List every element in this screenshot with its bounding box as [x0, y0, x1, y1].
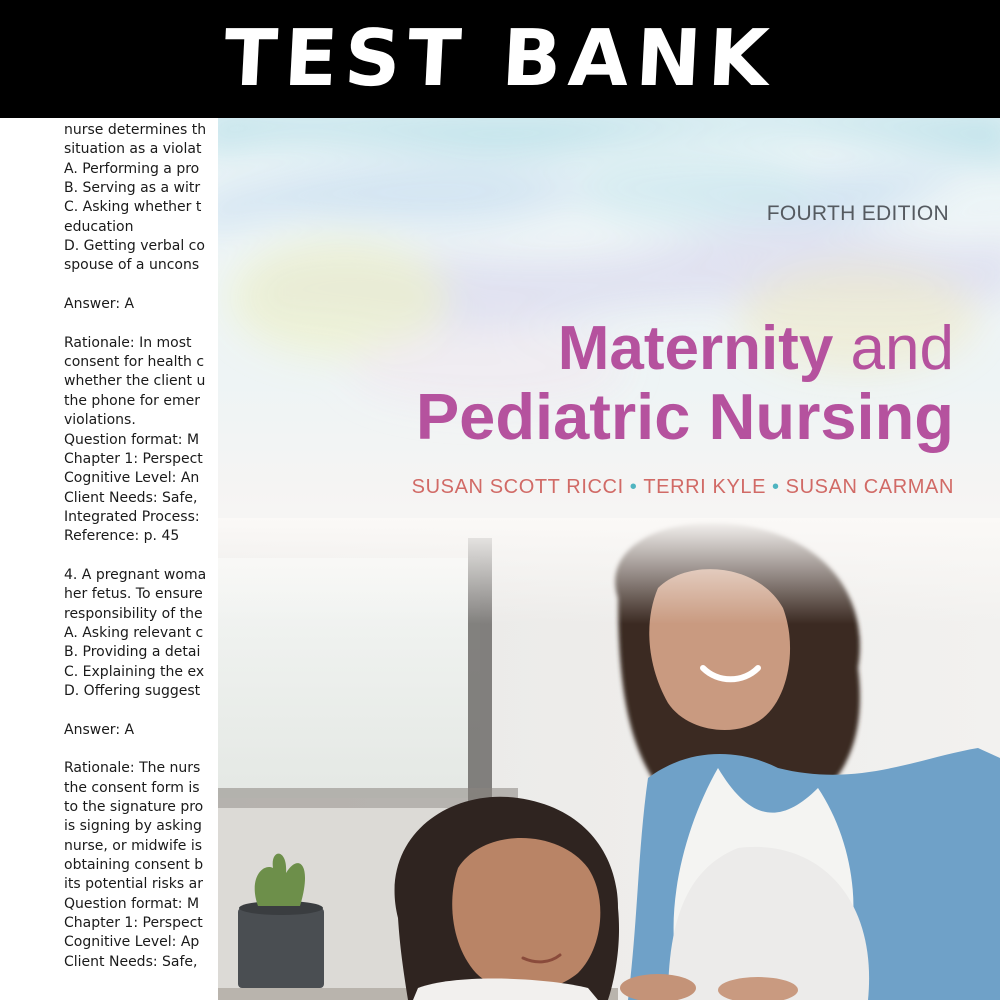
document-line: spouse of a uncons: [64, 257, 200, 274]
document-line: violations.: [64, 412, 136, 429]
document-line: Cognitive Level: An: [64, 470, 200, 487]
document-line: C. Asking whether t: [64, 199, 202, 216]
document-line: [64, 314, 218, 333]
document-line: A. Asking relevant c: [64, 624, 204, 641]
document-line: Answer: A: [64, 721, 135, 738]
book-title: [415, 314, 954, 453]
document-line: A. Performing a pro: [64, 160, 200, 177]
document-line: Answer: A: [64, 296, 135, 313]
title-line-2: Pediatric Nursing: [415, 380, 954, 453]
document-line: Reference: p. 45: [64, 528, 180, 545]
document-line: education: [64, 218, 134, 235]
document-line: [64, 276, 218, 295]
document-line: [64, 740, 218, 759]
document-line: nurse, or midwife is: [64, 837, 203, 854]
author-separator: •: [629, 476, 638, 498]
document-line: Question format: M: [64, 431, 200, 448]
title-word-maternity: Maternity: [557, 314, 834, 383]
document-line: [64, 701, 218, 720]
document-line: [64, 547, 218, 566]
document-line: D. Getting verbal co: [64, 238, 205, 255]
author-separator: •: [772, 476, 780, 498]
document-line: its potential risks ar: [64, 876, 203, 893]
document-line: D. Offering suggest: [64, 682, 201, 699]
document-line: obtaining consent b: [64, 857, 204, 874]
document-line: 4. A pregnant woma: [64, 566, 207, 583]
document-line: responsibility of the: [64, 605, 203, 622]
document-line: the phone for emer: [64, 392, 201, 409]
test-bank-banner: [0, 0, 1000, 118]
edition-label: FOURTH EDITION: [766, 202, 949, 225]
banner-title: TEST BANK: [221, 14, 779, 104]
document-line: Chapter 1: Perspect: [64, 450, 203, 467]
document-line: her fetus. To ensure: [64, 586, 203, 603]
title-line-1: [416, 314, 954, 383]
document-line: Chapter 1: Perspect: [64, 915, 203, 932]
author-2: TERRI KYLE: [643, 476, 767, 498]
document-line: whether the client u: [64, 373, 206, 390]
document-line: to the signature pro: [64, 799, 204, 816]
document-line: the consent form is: [64, 779, 200, 796]
authors-line: [412, 476, 954, 499]
document-line: Client Needs: Safe,: [64, 489, 198, 506]
mother-daughter-photo: [218, 518, 1000, 1000]
document-line: Integrated Process:: [64, 508, 200, 525]
document-line: Cognitive Level: Ap: [64, 934, 200, 951]
document-text: [64, 121, 218, 972]
document-line: consent for health c: [64, 354, 205, 371]
document-line: Rationale: In most: [64, 334, 192, 351]
document-line: B. Serving as a witr: [64, 180, 201, 197]
document-line: Client Needs: Safe,: [64, 953, 198, 970]
author-3: SUSAN CARMAN: [785, 476, 954, 498]
book-cover: [218, 118, 1000, 1000]
document-line: Question format: M: [64, 895, 200, 912]
document-line: is signing by asking: [64, 818, 202, 835]
document-line: situation as a violat: [64, 141, 202, 158]
document-line: nurse determines th: [64, 122, 207, 138]
document-line: Rationale: The nurs: [64, 760, 201, 777]
title-word-and: and: [850, 314, 954, 383]
document-line: B. Providing a detai: [64, 644, 201, 661]
document-line: C. Explaining the ex: [64, 663, 205, 680]
test-bank-document-excerpt: [0, 118, 218, 1000]
author-1: SUSAN SCOTT RICCI: [411, 476, 624, 498]
